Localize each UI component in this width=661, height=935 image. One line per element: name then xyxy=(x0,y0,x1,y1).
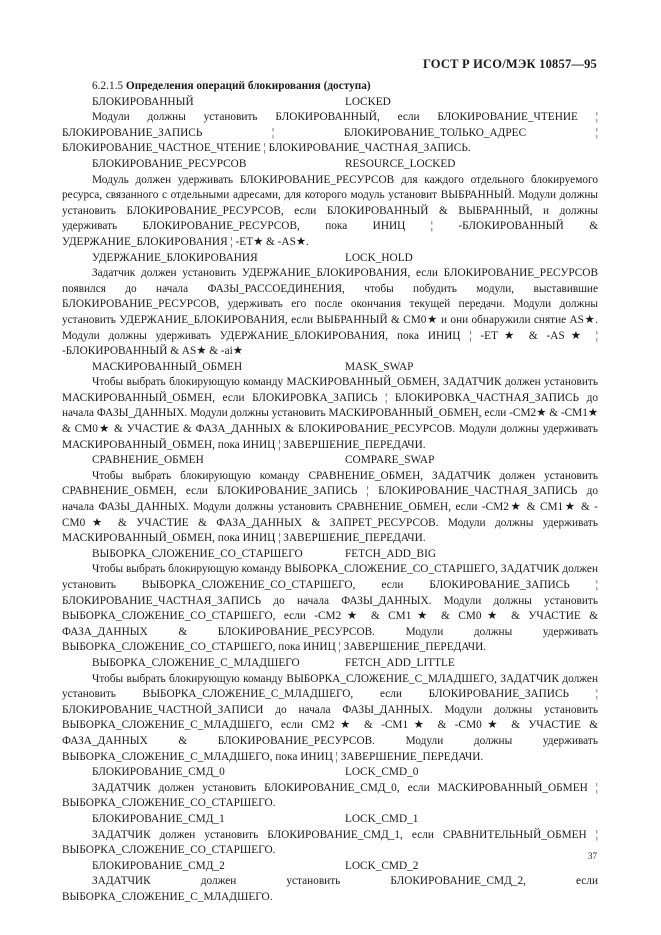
definition-text: Модули должны установить БЛОКИРОВАННЫЙ, если БЛОКИРОВАНИЕ_ЧТЕНИЕ ¦ БЛОКИРОВАНИЕ_ЗАПИСЬ ¦ БЛОКИРОВАНИЕ_ТОЛЬКО_АДРЕС ¦ БЛОКИРОВАНИЕ_ЧАСТНОЕ_ЧТЕНИЕ ¦ БЛОКИРОВАНИЕ_ЧАСТНАЯ_ЗАПИСЬ. xyxy=(62,111,598,155)
term-russian: БЛОКИРОВАНИЕ_РЕСУРСОВ xyxy=(92,157,247,170)
term-russian: УДЕРЖАНИЕ_БЛОКИРОВАНИЯ xyxy=(92,251,258,264)
term-russian: ВЫБОРКА_СЛОЖЕНИЕ_С_МЛАДШЕГО xyxy=(92,656,300,669)
term-russian: БЛОКИРОВАНИЕ_СМД_2 xyxy=(92,859,225,872)
section-number: 6.2.1.5 xyxy=(92,80,124,92)
definition-text: Чтобы выбрать блокирующую команду ВЫБОРКА_СЛОЖЕНИЕ_С_МЛАДШЕГО, ЗАДАТЧИК должен установить ВЫБОРКА_СЛОЖЕНИЕ_С_МЛАДШЕГО, если БЛОКИРОВАНИЕ_ЗАПИСЬ ¦ БЛОКИРОВАНИЕ_ЧАСТНОЙ_ЗАПИСИ до начала ФАЗЫ_ДАННЫХ. Модули должны установить ВЫБОРКА_СЛОЖЕНИЕ_С_МЛАДШЕГО, если CM2★ & -CM1★ & -CM0★ & УЧАСТИЕ & ФАЗА_ДАННЫХ & БЛОКИРОВАНИЕ_РЕСУРСОВ. Модули должны удерживать ВЫБОРКА_СЛОЖЕНИЕ_С_МЛАДШЕГО, пока ИНИЦ ¦ ЗАВЕРШЕНИЕ_ПЕРЕДАЧИ. xyxy=(62,672,598,763)
definitions-list xyxy=(62,95,598,906)
definition-term xyxy=(62,812,598,828)
term-english: LOCK_CMD_2 xyxy=(345,859,419,872)
term-english: FETCH_ADD_BIG xyxy=(345,547,437,560)
term-russian: СРАВНЕНИЕ_ОБМЕН xyxy=(92,454,204,467)
definition-term xyxy=(62,453,598,469)
definition-term xyxy=(62,547,598,563)
definition-text: Чтобы выбрать блокирующую команду МАСКИРОВАННЫЙ_ОБМЕН, ЗАДАТЧИК должен установить МАСКИРОВАННЫЙ_ОБМЕН, если БЛОКИРОВКА_ЗАПИСЬ ¦ БЛОКИРОВКА_ЧАСТНАЯ_ЗАПИСЬ до начала ФАЗЫ_ДАННЫХ. Модули должны установить МАСКИРОВАННЫЙ_ОБМЕН, если -CM2★ & -CM1★ & CM0★ & УЧАСТИЕ & ФАЗА_ДАННЫХ & БЛОКИРОВАНИЕ_РЕСУРСОВ. Модули должны удерживать МАСКИРОВАННЫЙ_ОБМЕН, пока ИНИЦ ¦ ЗАВЕРШЕНИЕ_ПЕРЕДАЧИ. xyxy=(62,376,598,451)
definition-text: Модуль должен удерживать БЛОКИРОВАНИЕ_РЕСУРСОВ для каждого отдельного блокируемого ресурса, связанного с отдельными адресами, для которого модуль установит ВЫБРАННЫЙ. Модули должны установить БЛОКИРОВАНИЕ_РЕСУРСОВ, если БЛОКИРОВАННЫЙ & ВЫБРАННЫЙ, и должны удерживать БЛОКИРОВАНИЕ_РЕСУРСОВ, пока ИНИЦ ¦ -БЛОКИРОВАННЫЙ & УДЕРЖАНИЕ_БЛОКИРОВАНИЯ ¦ -ET★ & -AS★. xyxy=(62,173,598,248)
document-header: ГОСТ Р ИСО/МЭК 10857—95 xyxy=(422,57,597,71)
term-russian: БЛОКИРОВАНИЕ_СМД_0 xyxy=(92,766,225,779)
term-english: FETCH_ADD_LITTLE xyxy=(345,656,455,669)
document-body xyxy=(62,79,598,905)
definition-text: ЗАДАТЧИК должен установить БЛОКИРОВАНИЕ_СМД_2, если ВЫБОРКА_СЛОЖЕНИЕ_С_МЛАДШЕГО. xyxy=(62,875,598,903)
definition-term xyxy=(62,157,598,173)
definition-term xyxy=(62,656,598,672)
term-english: LOCK_CMD_1 xyxy=(345,812,419,825)
section-heading xyxy=(62,79,598,95)
definition-term xyxy=(62,251,598,267)
term-english: LOCKED xyxy=(345,95,391,108)
term-russian: БЛОКИРОВАННЫЙ xyxy=(92,95,194,108)
definition-term xyxy=(62,859,598,875)
definition-text: ЗАДАТЧИК должен установить БЛОКИРОВАНИЕ_СМД_0, если МАСКИРОВАННЫЙ_ОБМЕН ¦ ВЫБОРКА_СЛОЖЕНИЕ_СО_СТАРШЕГО. xyxy=(62,781,598,810)
definition-term xyxy=(62,765,598,781)
definition-text: Чтобы выбрать блокирующую команду СРАВНЕНИЕ_ОБМЕН, ЗАДАТЧИК должен установить СРАВНЕНИЕ_ОБМЕН, если БЛОКИРОВАНИЕ_ЗАПИСЬ ¦ БЛОКИРОВАНИЕ_ЧАСТНАЯ_ЗАПИСЬ до начала ФАЗЫ_ДАННЫХ. Модули должны установить СРАВНЕНИЕ_ОБМЕН, если -CM2★ & CM1★ & -CM0★ & УЧАСТИЕ & ФАЗА_ДАННЫХ & ЗАПРЕТ_РЕСУРСОВ. Модули должны удерживать МАСКИРОВАННЫЙ_ОБМЕН, пока ИНИЦ ¦ ЗАВЕРШЕНИЕ_ПЕРЕДАЧИ. xyxy=(62,469,598,545)
definition-term xyxy=(62,95,598,111)
term-english: LOCK_HOLD xyxy=(345,251,413,264)
term-english: COMPARE_SWAP xyxy=(345,454,435,467)
page-number: 37 xyxy=(588,851,597,861)
definition-text: Чтобы выбрать блокирующую команду ВЫБОРКА_СЛОЖЕНИЕ_СО_СТАРШЕГО, ЗАДАТЧИК должен установить ВЫБОРКА_СЛОЖЕНИЕ_СО_СТАРШЕГО, если БЛОКИРОВАНИЕ_ЗАПИСЬ ¦ БЛОКИРОВАНИЕ_ЧАСТНАЯ_ЗАПИСЬ до начала ФАЗЫ_ДАННЫХ. Модули должны установить ВЫБОРКА_СЛОЖЕНИЕ_СО_СТАРШЕГО, если -CM2★ & CM1★ & CM0★ & УЧАСТИЕ & ФАЗА_ДАННЫХ & БЛОКИРОВАНИЕ_РЕСУРСОВ. Модули должны удерживать ВЫБОРКА_СЛОЖЕНИЕ_СО_СТАРШЕГО, пока ИНИЦ ¦ ЗАВЕРШЕНИЕ_ПЕРЕДАЧИ. xyxy=(62,563,598,654)
term-russian: МАСКИРОВАННЫЙ_ОБМЕН xyxy=(92,360,243,373)
term-russian: ВЫБОРКА_СЛОЖЕНИЕ_СО_СТАРШЕГО xyxy=(92,547,303,560)
definition-text: ЗАДАТЧИК должен установить БЛОКИРОВАНИЕ_СМД_1, если СРАВНИТЕЛЬНЫЙ_ОБМЕН ¦ ВЫБОРКА_СЛОЖЕНИЕ_СО_СТАРШЕГО. xyxy=(62,828,598,857)
term-english: RESOURCE_LOCKED xyxy=(345,157,456,170)
definition-text: Задатчик должен установить УДЕРЖАНИЕ_БЛОКИРОВАНИЯ, если БЛОКИРОВАНИЕ_РЕСУРСОВ появился до начала ФАЗЫ_РАССОЕДИНЕНИЯ, чтобы побудить модули, выставившие БЛОКИРОВАНИЕ_РЕСУРСОВ, удерживать его после окончания текущей передачи. Модули должны установить УДЕРЖАНИЕ_БЛОКИРОВАНИЯ, если ВЫБРАННЫЙ & CM0★ и они обнаружили снятие AS★. Модули должны удерживать УДЕРЖАНИЕ_БЛОКИРОВАНИЯ, пока ИНИЦ ¦ -ET★ & -AS★ ¦ -БЛОКИРОВАННЫЙ & AS★ & -ai★ xyxy=(62,267,598,358)
term-russian: БЛОКИРОВАНИЕ_СМД_1 xyxy=(92,812,225,825)
term-english: LOCK_CMD_0 xyxy=(345,766,419,779)
section-title: Определения операций блокирования (доступа) xyxy=(125,80,371,92)
term-english: MASK_SWAP xyxy=(345,360,414,373)
definition-term xyxy=(62,360,598,376)
